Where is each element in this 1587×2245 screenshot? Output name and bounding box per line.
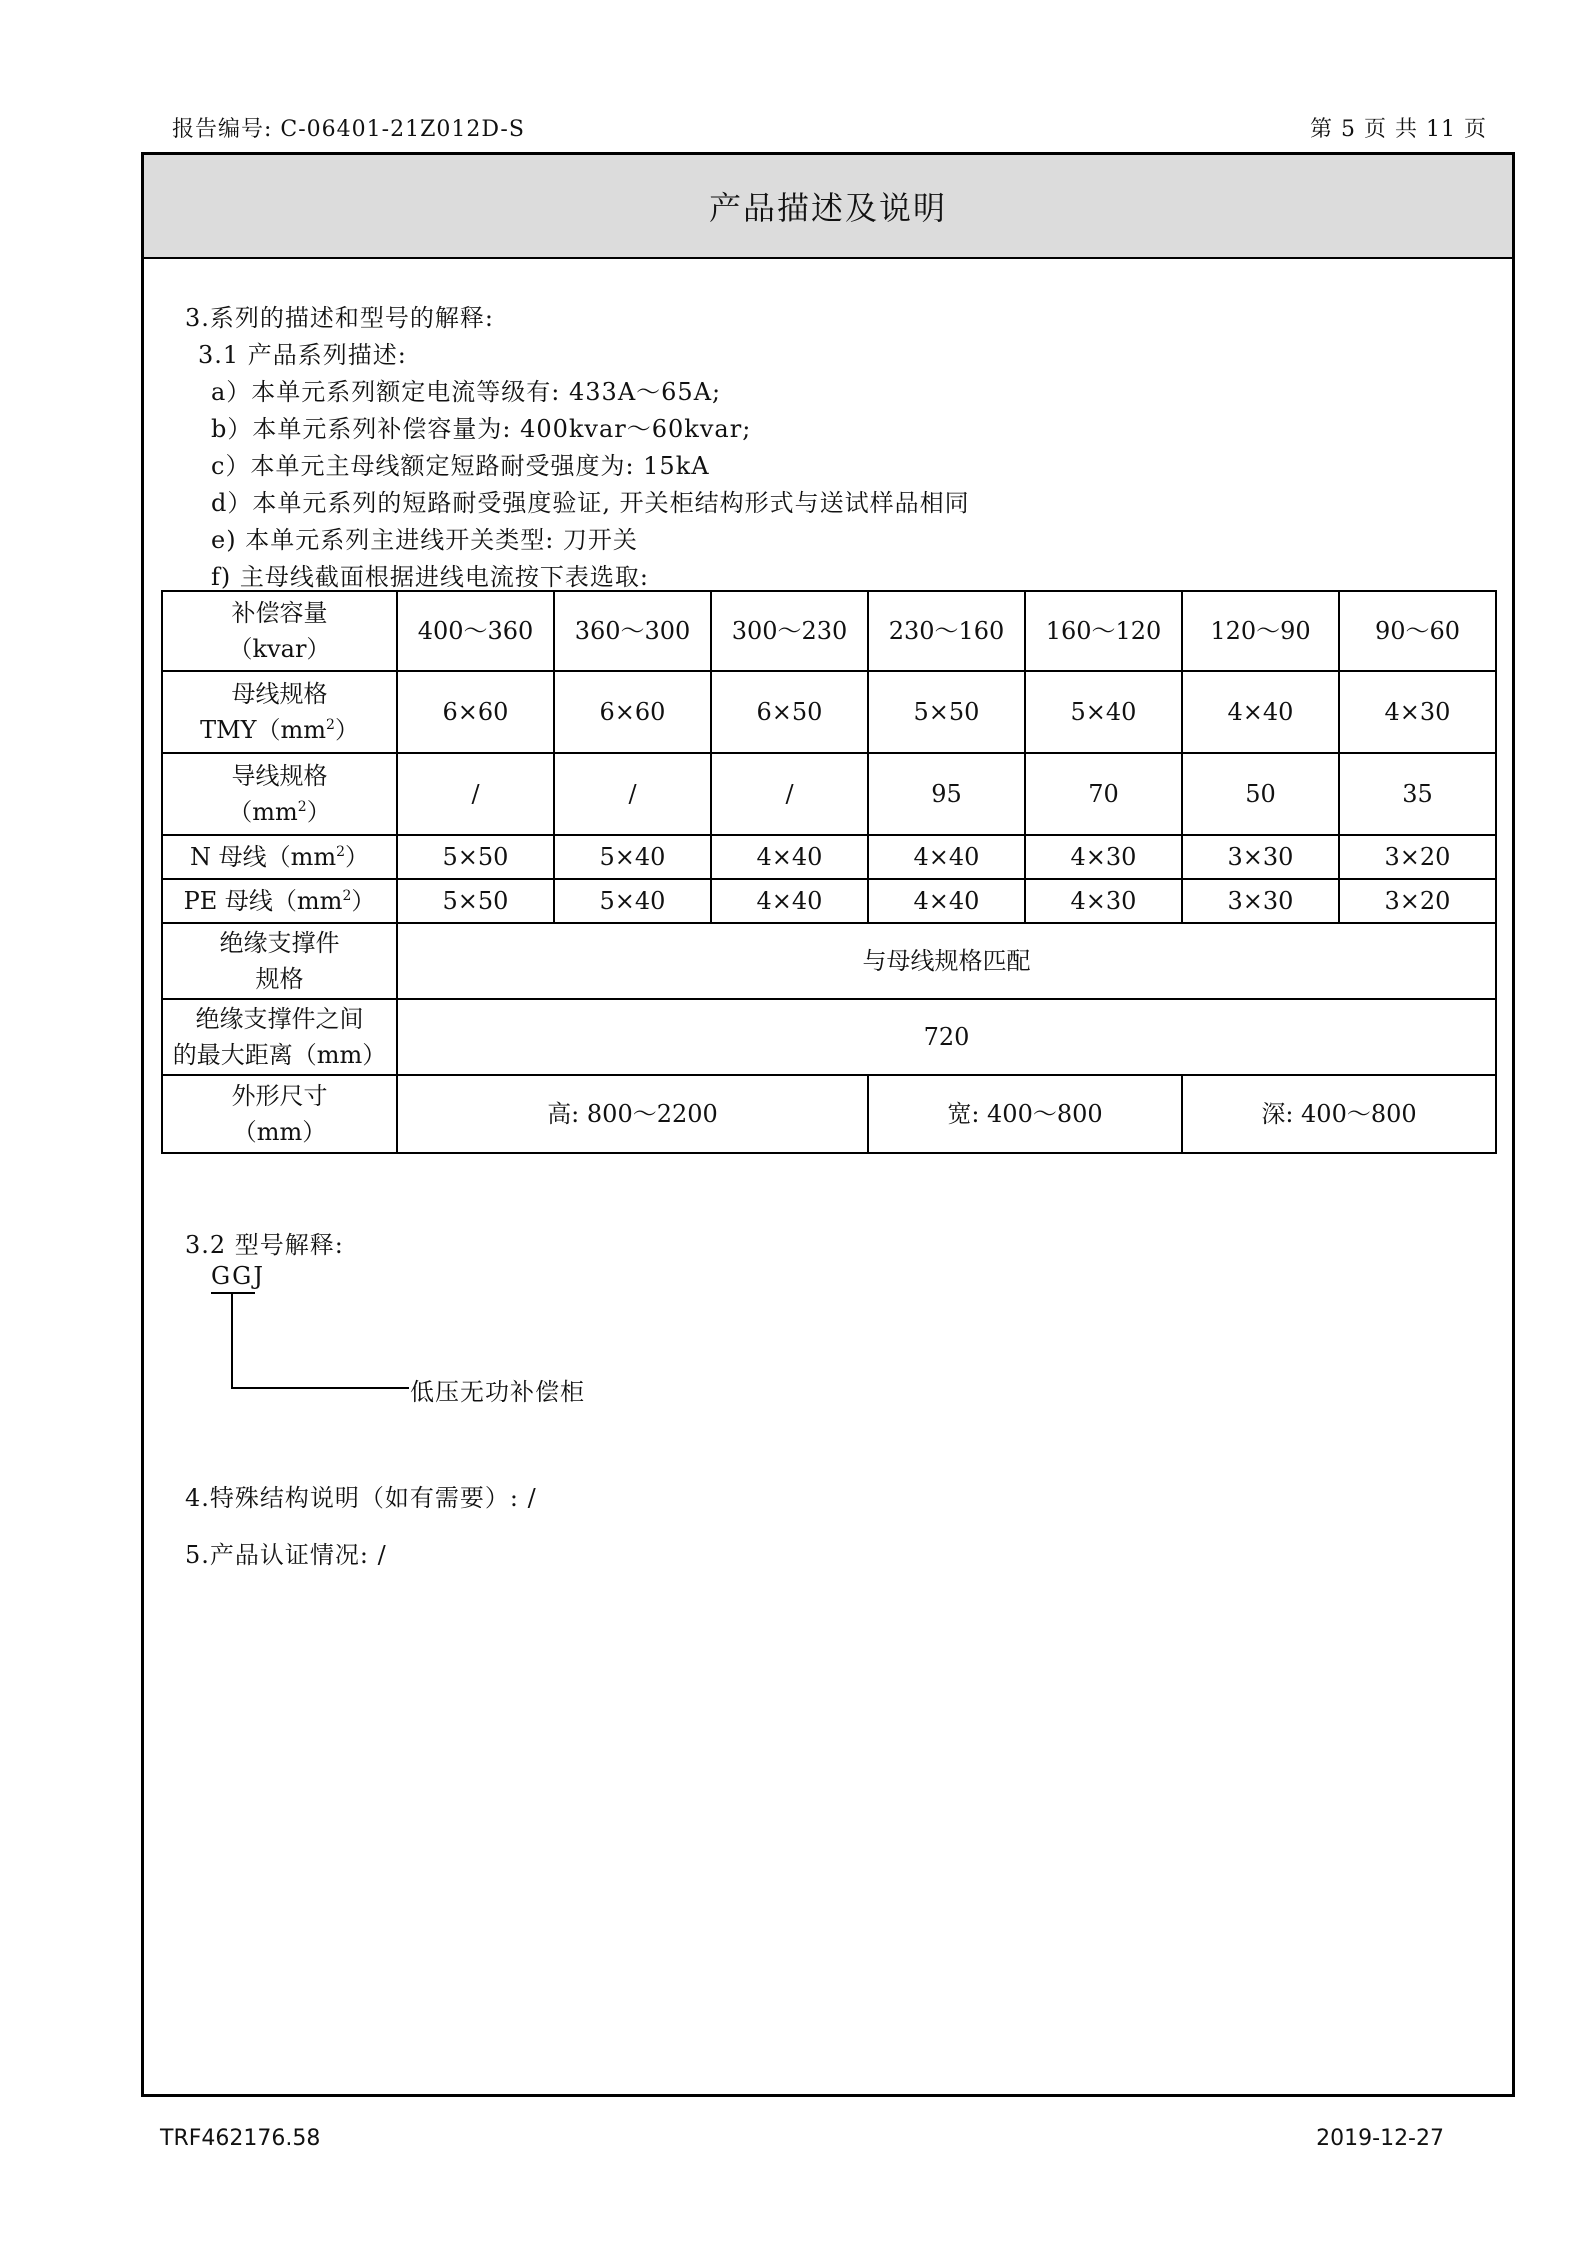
- table-cell: 5×40: [554, 835, 711, 879]
- table-cell: 4×30: [1339, 671, 1496, 753]
- model-code: GGJ: [211, 1262, 265, 1290]
- report-number: 报告编号: C-06401-21Z012D-S: [172, 117, 525, 142]
- section-5-heading: 5.产品认证情况: /: [185, 1541, 387, 1569]
- model-code-underline: [211, 1292, 255, 1294]
- table-cell-width-depth: [868, 1075, 1496, 1153]
- row-label-n-busbar: N 母线$(mm^2)$: [162, 835, 397, 879]
- table-row-insulator: [162, 923, 1496, 999]
- table-cell: 4×40: [868, 879, 1025, 923]
- table-cell: 3×30: [1182, 879, 1339, 923]
- table-cell: 4×40: [1182, 671, 1339, 753]
- table-cell: /: [397, 753, 554, 835]
- table-cell: 6×50: [711, 671, 868, 753]
- row-label-conductor: 导线规格 $(mm^2)$: [162, 753, 397, 835]
- table-cell: 70: [1025, 753, 1182, 835]
- table-cell: 6×60: [397, 671, 554, 753]
- table-cell-merged: 720: [397, 999, 1496, 1075]
- table-cell: 90～60: [1339, 591, 1496, 671]
- table-cell: 50: [1182, 753, 1339, 835]
- table-cell: 6×60: [554, 671, 711, 753]
- table-cell: 160～120: [1025, 591, 1182, 671]
- table-cell: 95: [868, 753, 1025, 835]
- section-3-2-heading: 3.2 型号解释:: [185, 1231, 344, 1259]
- table-row-distance: [162, 999, 1496, 1075]
- section-3-1-heading: 3.1 产品系列描述:: [198, 341, 407, 369]
- page-title: 产品描述及说明: [144, 155, 1512, 259]
- table-cell: 5×50: [397, 835, 554, 879]
- table-row-conductor: [162, 753, 1496, 835]
- row-label-dimension: 外形尺寸 （mm）: [162, 1075, 397, 1153]
- list-item-e: e) 本单元系列主进线开关类型: 刀开关: [211, 526, 638, 554]
- table-cell: 5×50: [868, 671, 1025, 753]
- row-label-busbar: 母线规格 $TMY(mm^2)$: [162, 671, 397, 753]
- list-item-d: d）本单元系列的短路耐受强度验证, 开关柜结构形式与送试样品相同: [211, 489, 970, 517]
- table-row-busbar: [162, 671, 1496, 753]
- table-cell: 3×20: [1339, 879, 1496, 923]
- list-item-a: a）本单元系列额定电流等级有: 433A～65A;: [211, 378, 722, 406]
- table-cell: 5×40: [554, 879, 711, 923]
- table-cell: 300～230: [711, 591, 868, 671]
- table-cell: 5×50: [397, 879, 554, 923]
- row-label-capacity: 补偿容量 （kvar）: [162, 591, 397, 671]
- table-cell: /: [711, 753, 868, 835]
- table-row-pe-busbar: [162, 879, 1496, 923]
- table-cell-height: 高: 800～2200: [397, 1075, 868, 1153]
- table-cell-merged: 与母线规格匹配: [397, 923, 1496, 999]
- table-cell: 4×30: [1025, 835, 1182, 879]
- model-leader-vertical: [231, 1292, 233, 1388]
- table-cell: 120～90: [1182, 591, 1339, 671]
- busbar-spec-table: [161, 590, 1497, 1154]
- table-row-capacity: [162, 591, 1496, 671]
- table-cell: 230～160: [868, 591, 1025, 671]
- table-cell-depth: 深: 400～800: [1261, 1100, 1417, 1128]
- table-cell: 4×30: [1025, 879, 1182, 923]
- row-label-insulator: 绝缘支撑件 规格: [162, 923, 397, 999]
- table-cell: 3×20: [1339, 835, 1496, 879]
- list-item-b: b）本单元系列补偿容量为: 400kvar～60kvar;: [211, 415, 752, 443]
- table-cell: /: [554, 753, 711, 835]
- table-cell: 3×30: [1182, 835, 1339, 879]
- table-cell: 5×40: [1025, 671, 1182, 753]
- table-cell: 360～300: [554, 591, 711, 671]
- table-cell: 4×40: [711, 835, 868, 879]
- table-cell: 400～360: [397, 591, 554, 671]
- section-4-heading: 4.特殊结构说明（如有需要）: /: [185, 1484, 537, 1512]
- list-item-c: c）本单元主母线额定短路耐受强度为: 15kA: [211, 452, 710, 480]
- section-3-heading: 3.系列的描述和型号的解释:: [185, 304, 494, 332]
- table-row-dimension: [162, 1075, 1496, 1153]
- form-date: 2019-12-27: [1316, 2126, 1444, 2151]
- table-cell: 4×40: [711, 879, 868, 923]
- table-row-n-busbar: [162, 835, 1496, 879]
- table-cell-width: 宽: 400～800: [869, 1076, 1183, 1152]
- model-leader-horizontal: [231, 1387, 409, 1389]
- row-label-distance: 绝缘支撑件之间 的最大距离（mm）: [162, 999, 397, 1075]
- list-item-f: f) 主母线截面根据进线电流按下表选取:: [211, 563, 649, 591]
- model-description: 低压无功补偿柜: [410, 1378, 585, 1406]
- table-cell: 35: [1339, 753, 1496, 835]
- table-cell: 4×40: [868, 835, 1025, 879]
- form-code: TRF462176.58: [160, 2126, 321, 2151]
- page-indicator: 第 5 页 共 11 页: [1310, 117, 1487, 142]
- row-label-pe-busbar: PE 母线$(mm^2)$: [162, 879, 397, 923]
